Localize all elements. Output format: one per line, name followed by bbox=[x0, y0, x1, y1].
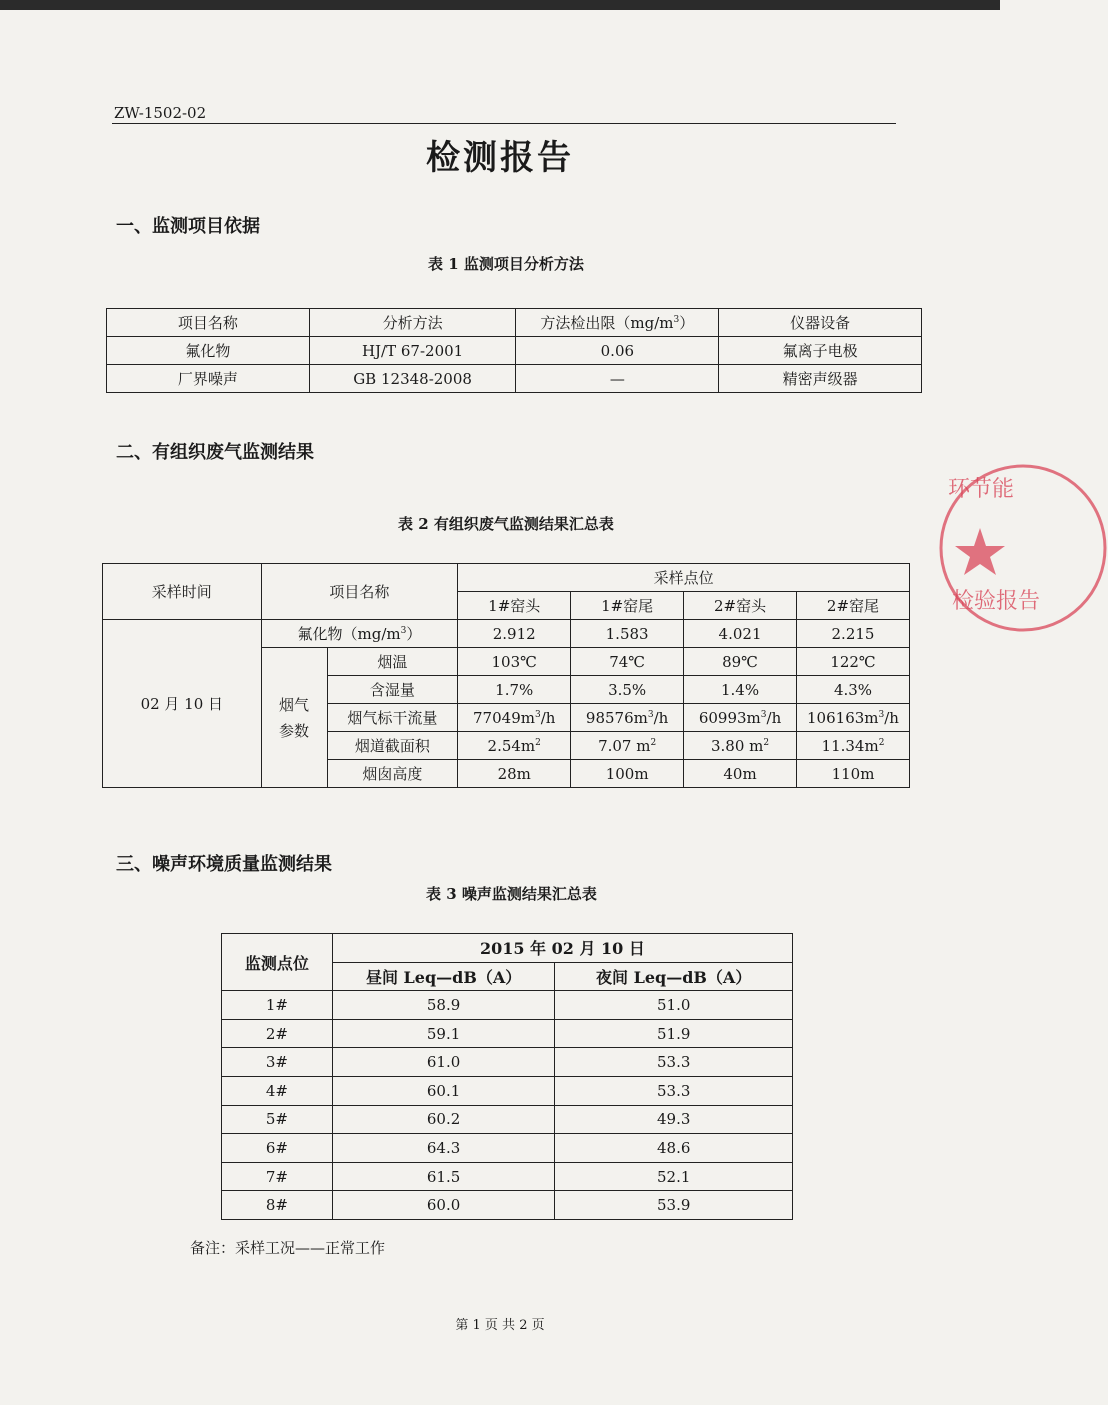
table-header-cell: 方法检出限$(mg/m^3)$ bbox=[516, 309, 719, 337]
table-header-cell: 监测点位 bbox=[222, 934, 333, 991]
table-cell: 110m bbox=[796, 760, 909, 788]
table-cell: 3# bbox=[222, 1048, 333, 1077]
table-cell: 51.9 bbox=[555, 1019, 793, 1048]
table-row bbox=[103, 620, 910, 648]
table-cell: 2.215 bbox=[796, 620, 909, 648]
table-cell: 89℃ bbox=[684, 648, 797, 676]
table-header-cell: 项目名称 bbox=[261, 564, 458, 620]
table-header-cell: 昼间 Leq—dB（A） bbox=[332, 962, 555, 991]
table-header-cell: 2#窑头 bbox=[684, 592, 797, 620]
method-table bbox=[106, 308, 922, 393]
table-cell: 1# bbox=[222, 991, 333, 1020]
table-row bbox=[222, 1019, 793, 1048]
svg-text:检验报告: 检验报告 bbox=[952, 589, 1041, 614]
table-cell: 48.6 bbox=[555, 1134, 793, 1163]
date-cell: 02 月 10 日 bbox=[103, 620, 262, 788]
table-cell: 氟化物 bbox=[107, 337, 310, 365]
page-footer: 第 1 页 共 2 页 bbox=[455, 1318, 545, 1333]
table-cell: 64.3 bbox=[332, 1134, 555, 1163]
table-header-cell: 分析方法 bbox=[309, 309, 516, 337]
table-cell: 4.3% bbox=[796, 676, 909, 704]
table-header-cell: 仪器设备 bbox=[719, 309, 922, 337]
table-cell: 4.021 bbox=[684, 620, 797, 648]
table3-caption: 表 3 噪声监测结果汇总表 bbox=[426, 885, 597, 903]
table-cell: 51.0 bbox=[555, 991, 793, 1020]
table-header-cell: 1#窑头 bbox=[458, 592, 571, 620]
table-cell: 49.3 bbox=[555, 1105, 793, 1134]
table-header-cell: 夜间 Leq—dB（A） bbox=[555, 962, 793, 991]
table-cell: 氟化物$(mg/m^3)$ bbox=[261, 620, 458, 648]
table-cell: 2# bbox=[222, 1019, 333, 1048]
table-cell: 烟气标干流量 bbox=[327, 704, 458, 732]
table-row bbox=[222, 1105, 793, 1134]
table-header-row bbox=[107, 309, 922, 337]
table1-caption: 表 1 监测项目分析方法 bbox=[428, 255, 584, 273]
exhaust-gas-table bbox=[102, 563, 910, 788]
table-cell: $11.34m^2$ bbox=[796, 732, 909, 760]
table-cell: 含湿量 bbox=[327, 676, 458, 704]
table-cell: 53.3 bbox=[555, 1048, 793, 1077]
table-cell: 4# bbox=[222, 1076, 333, 1105]
table-cell: 60.0 bbox=[332, 1191, 555, 1220]
svg-text:环节能: 环节能 bbox=[948, 477, 1015, 502]
table-header-row bbox=[103, 564, 910, 592]
table-cell: 5# bbox=[222, 1105, 333, 1134]
table-cell: GB 12348-2008 bbox=[309, 365, 516, 393]
table-cell: 60.2 bbox=[332, 1105, 555, 1134]
table-cell: 59.1 bbox=[332, 1019, 555, 1048]
remark-note: 备注：采样工况——正常工作 bbox=[190, 1239, 386, 1257]
table-cell: 61.0 bbox=[332, 1048, 555, 1077]
section1-heading: 一、监测项目依据 bbox=[116, 216, 260, 237]
table-cell: 1.583 bbox=[571, 620, 684, 648]
table-cell: — bbox=[516, 365, 719, 393]
table-cell: 122℃ bbox=[796, 648, 909, 676]
table-header-cell: 项目名称 bbox=[107, 309, 310, 337]
table-cell: 74℃ bbox=[571, 648, 684, 676]
noise-table bbox=[221, 933, 793, 1220]
table-cell: 1.7% bbox=[458, 676, 571, 704]
table-cell: 61.5 bbox=[332, 1162, 555, 1191]
section3-heading: 三、噪声环境质量监测结果 bbox=[116, 854, 332, 875]
table-cell: $2.54m^2$ bbox=[458, 732, 571, 760]
page-title: 检测报告 bbox=[426, 138, 574, 178]
table-row bbox=[222, 1191, 793, 1220]
table-header-cell: 采样点位 bbox=[458, 564, 910, 592]
table-row bbox=[222, 1076, 793, 1105]
table-row bbox=[107, 365, 922, 393]
document-id: ZW-1502-02 bbox=[114, 104, 207, 122]
table-cell: 2.912 bbox=[458, 620, 571, 648]
table-header-cell: 1#窑尾 bbox=[571, 592, 684, 620]
table-cell: 7.07 $m^2$ bbox=[571, 732, 684, 760]
table-cell: 103℃ bbox=[458, 648, 571, 676]
table-cell: 53.9 bbox=[555, 1191, 793, 1220]
table-cell: $60993m^3/h$ bbox=[684, 704, 797, 732]
table-row bbox=[222, 1134, 793, 1163]
table2-caption: 表 2 有组织废气监测结果汇总表 bbox=[398, 515, 614, 533]
table-cell: 1.4% bbox=[684, 676, 797, 704]
scan-edge bbox=[0, 0, 1000, 10]
table-cell: 0.06 bbox=[516, 337, 719, 365]
date-header-cell: 2015 年 02 月 10 日 bbox=[332, 934, 792, 963]
table-cell: 40m bbox=[684, 760, 797, 788]
table-header-cell: 采样时间 bbox=[103, 564, 262, 620]
table-row bbox=[107, 337, 922, 365]
table-cell: 7# bbox=[222, 1162, 333, 1191]
table-cell: $106163m^3/h$ bbox=[796, 704, 909, 732]
table-cell: 氟离子电极 bbox=[719, 337, 922, 365]
table-row bbox=[222, 1048, 793, 1077]
table-cell: 8# bbox=[222, 1191, 333, 1220]
table-cell: 厂界噪声 bbox=[107, 365, 310, 393]
table-cell: 28m bbox=[458, 760, 571, 788]
table-cell: $98576m^3/h$ bbox=[571, 704, 684, 732]
table-cell: 53.3 bbox=[555, 1076, 793, 1105]
table-header-cell: 2#窑尾 bbox=[796, 592, 909, 620]
table-cell: 100m bbox=[571, 760, 684, 788]
table-cell: 60.1 bbox=[332, 1076, 555, 1105]
table-cell: 烟温 bbox=[327, 648, 458, 676]
table-cell: 3.80 $m^2$ bbox=[684, 732, 797, 760]
table-cell: 烟道截面积 bbox=[327, 732, 458, 760]
table-row bbox=[222, 1162, 793, 1191]
table-cell: $77049m^3/h$ bbox=[458, 704, 571, 732]
table-header-row bbox=[222, 934, 793, 963]
official-seal-icon bbox=[938, 458, 1108, 638]
table-row bbox=[222, 991, 793, 1020]
group-label-cell: 烟气 参数 bbox=[261, 648, 327, 788]
table-cell: 烟囱高度 bbox=[327, 760, 458, 788]
table-cell: 精密声级器 bbox=[719, 365, 922, 393]
table-cell: 3.5% bbox=[571, 676, 684, 704]
table-cell: 52.1 bbox=[555, 1162, 793, 1191]
section2-heading: 二、有组织废气监测结果 bbox=[116, 442, 314, 463]
header-rule bbox=[112, 123, 896, 124]
table-cell: 58.9 bbox=[332, 991, 555, 1020]
table-cell: HJ/T 67-2001 bbox=[309, 337, 516, 365]
table-cell: 6# bbox=[222, 1134, 333, 1163]
